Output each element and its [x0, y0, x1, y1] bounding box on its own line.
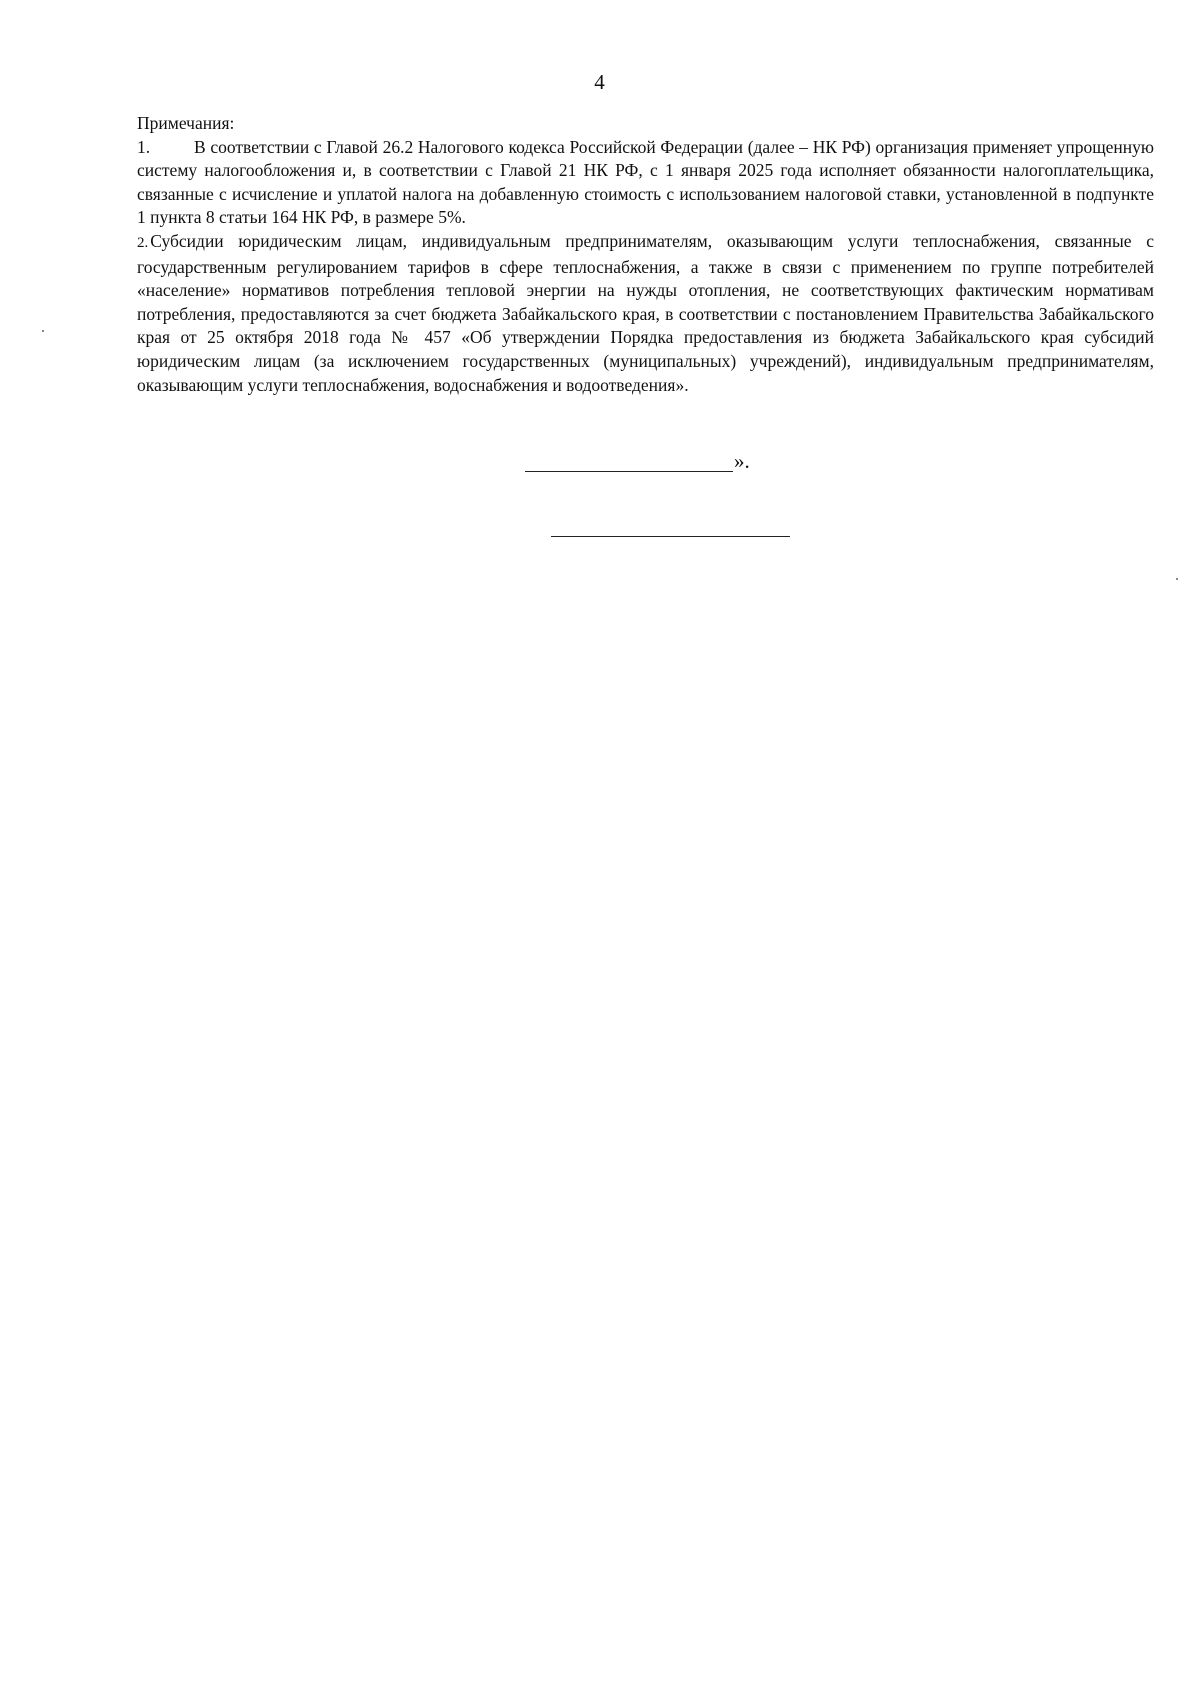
- note-text: Субсидии юридическим лицам, индивидуальным предпринимателям, оказывающим услуги теплоснабжения, связанные с государственным регулированием тарифов в сфере теплоснабжения, а также в связи с применением по группе потребителей «население» нормативов потребления тепловой энергии на нужды отопления, не соответствующих фактическим нормативам потребления, предоставляются за счет бюджета Забайкальского края, в соответствии с постановлением Правительства Забайкальского края от 25 октября 2018 года № 457 «Об утверждении Порядка предоставления из бюджета Забайкальского края субсидий юридическим лицам (за исключением государственных (муниципальных) учреждений), индивидуальным предпринимателям, оказывающим услуги теплоснабжения, водоснабжения и водоотведения».: [137, 230, 1154, 395]
- end-of-document-rule: [551, 536, 790, 537]
- notes-section: [137, 112, 1154, 397]
- scan-speck: [42, 330, 44, 332]
- scan-speck: [1176, 578, 1178, 580]
- page-number: 4: [594, 70, 606, 94]
- note-item-1: [137, 136, 1154, 230]
- closing-line: [525, 446, 750, 472]
- note-number: 2.: [137, 234, 149, 251]
- note-number: 1.: [137, 136, 151, 157]
- closing-quote-mark: ».: [734, 449, 750, 473]
- closing-underline: [525, 447, 733, 472]
- note-text: В соответствии с Главой 26.2 Налогового кодекса Российской Федерации (далее – НК РФ) организация применяет упрощенную систему налогообложения и, в соответствии с Главой 21 НК РФ, с 1 января 2025 года исполняет обязанности налогоплательщика, связанные с исчисление и уплатой налога на добавленную стоимость с использованием налоговой ставки, установленной в подпункте 1 пункта 8 статьи 164 НК РФ, в размере 5%.: [137, 136, 1154, 228]
- notes-heading: Примечания:: [137, 113, 235, 133]
- note-item-2: [137, 230, 1154, 397]
